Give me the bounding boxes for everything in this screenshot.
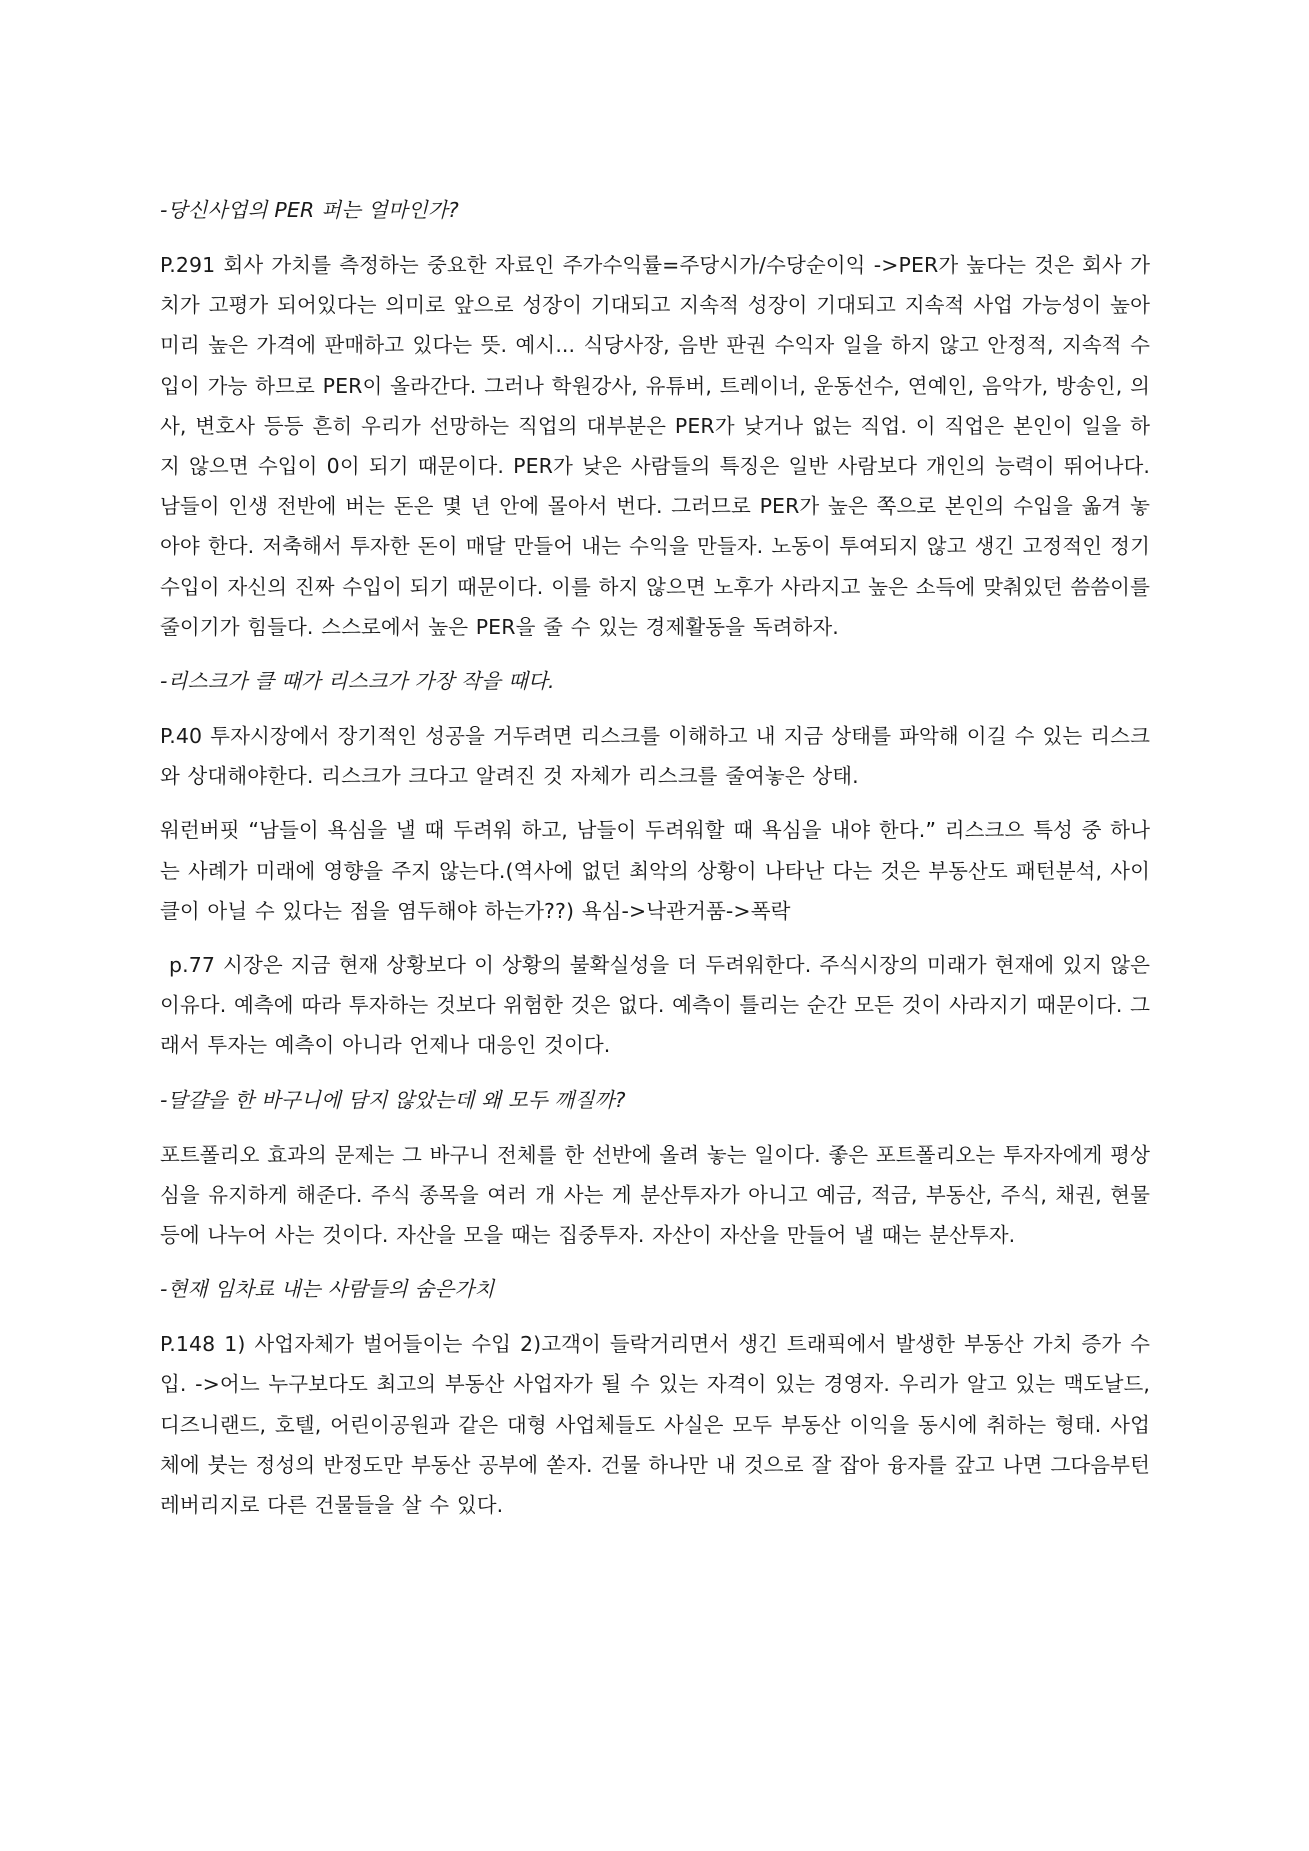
section-eggs (160, 1080, 1150, 1256)
paragraph: P.291 회사 가치를 측정하는 중요한 자료인 주가수익률=주당시가/수당순이익 ->PER가 높다는 것은 회사 가치가 고평가 되어있다는 의미로 앞으로 성장이 기대되고 지속적 성장이 기대되고 지속적 사업 가능성이 높아 미리 높은 가격에 판매하고 있다는 뜻. 예시... 식당사장, 음반 판권 수익자 일을 하지 않고 안정적, 지속적 수입이 가능 하므로 PER이 올라간다. 그러나 학원강사, 유튜버, 트레이너, 운동선수, 연예인, 음악가, 방송인, 의사, 변호사 등등 흔히 우리가 선망하는 직업의 대부분은 PER가 낮거나 없는 직업. 이 직업은 본인이 일을 하지 않으면 수입이 0이 되기 때문이다. PER가 낮은 사람들의 특징은 일반 사람보다 개인의 능력이 뛰어나다. 남들이 인생 전반에 버는 돈은 몇 년 안에 몰아서 번다. 그러므로 PER가 높은 쪽으로 본인의 수입을 옮겨 놓아야 한다. 저축해서 투자한 돈이 매달 만들어 내는 수익을 만들자. 노동이 투여되지 않고 생긴 고정적인 정기수입이 자신의 진짜 수입이 되기 때문이다. 이를 하지 않으면 노후가 사라지고 높은 소득에 맞춰있던 씀씀이를 줄이기가 힘들다. 스스로에서 높은 PER을 줄 수 있는 경제활동을 독려하자. (160, 253, 1150, 639)
section-heading: -리스크가 클 때가 리스크가 가장 작을 때다. (160, 669, 555, 694)
document-page (160, 190, 1150, 1539)
paragraph: 포트폴리오 효과의 문제는 그 바구니 전체를 한 선반에 올려 놓는 일이다. 좋은 포트폴리오는 투자자에게 평상심을 유지하게 해준다. 주식 종목을 여러 개 사는 게 분산투자가 아니고 예금, 적금, 부동산, 주식, 채권, 현물 등에 나누어 사는 것이다. 자산을 모을 때는 집중투자. 자산이 자산을 만들어 낼 때는 분산투자. (160, 1142, 1150, 1248)
section-per (160, 190, 1150, 647)
paragraph: P.40 투자시장에서 장기적인 성공을 거두려면 리스크를 이해하고 내 지금 상태를 파악해 이길 수 있는 리스크와 상대해야한다. 리스크가 크다고 알려진 것 자체가 리스크를 줄여놓은 상태. (160, 724, 1150, 789)
paragraph: P.148 1) 사업자체가 벌어들이는 수입 2)고객이 들락거리면서 생긴 트래픽에서 발생한 부동산 가치 증가 수입. ->어느 누구보다도 최고의 부동산 사업자가 될 수 있는 자격이 있는 경영자. 우리가 알고 있는 맥도날드, 디즈니랜드, 호텔, 어린이공원과 같은 대형 사업체들도 사실은 모두 부동산 이익을 동시에 취하는 형태. 사업체에 붓는 정성의 반정도만 부동산 공부에 쏟자. 건물 하나만 내 것으로 잘 잡아 융자를 갚고 나면 그다음부턴 레버리지로 다른 건물들을 살 수 있다. (160, 1332, 1150, 1518)
paragraph: p.77 시장은 지금 현재 상황보다 이 상황의 불확실성을 더 두려워한다. 주식시장의 미래가 현재에 있지 않은 이유다. 예측에 따라 투자하는 것보다 위험한 것은 없다. 예측이 틀리는 순간 모든 것이 사라지기 때문이다. 그래서 투자는 예측이 아니라 언제나 대응인 것이다. (160, 953, 1150, 1058)
section-rent (160, 1269, 1150, 1525)
paragraph: 워런버핏 “남들이 욕심을 낼 때 두려워 하고, 남들이 두려워할 때 욕심을 내야 한다.” 리스크으 특성 중 하나는 사례가 미래에 영향을 주지 않는다.(역사에 없던 최악의 상황이 나타난 다는 것은 부동산도 패턴분석, 사이클이 아닐 수 있다는 점을 염두해야 하는가??) 욕심->낙관거품->폭락 (160, 818, 1150, 923)
section-risk (160, 661, 1150, 1066)
section-heading: -달걀을 한 바구니에 담지 않았는데 왜 모두 깨질까? (160, 1087, 626, 1112)
section-heading: -현재 임차료 내는 사람들의 숨은가치 (160, 1277, 495, 1302)
section-heading: -당신사업의 PER 퍼는 얼마인가? (160, 198, 460, 222)
